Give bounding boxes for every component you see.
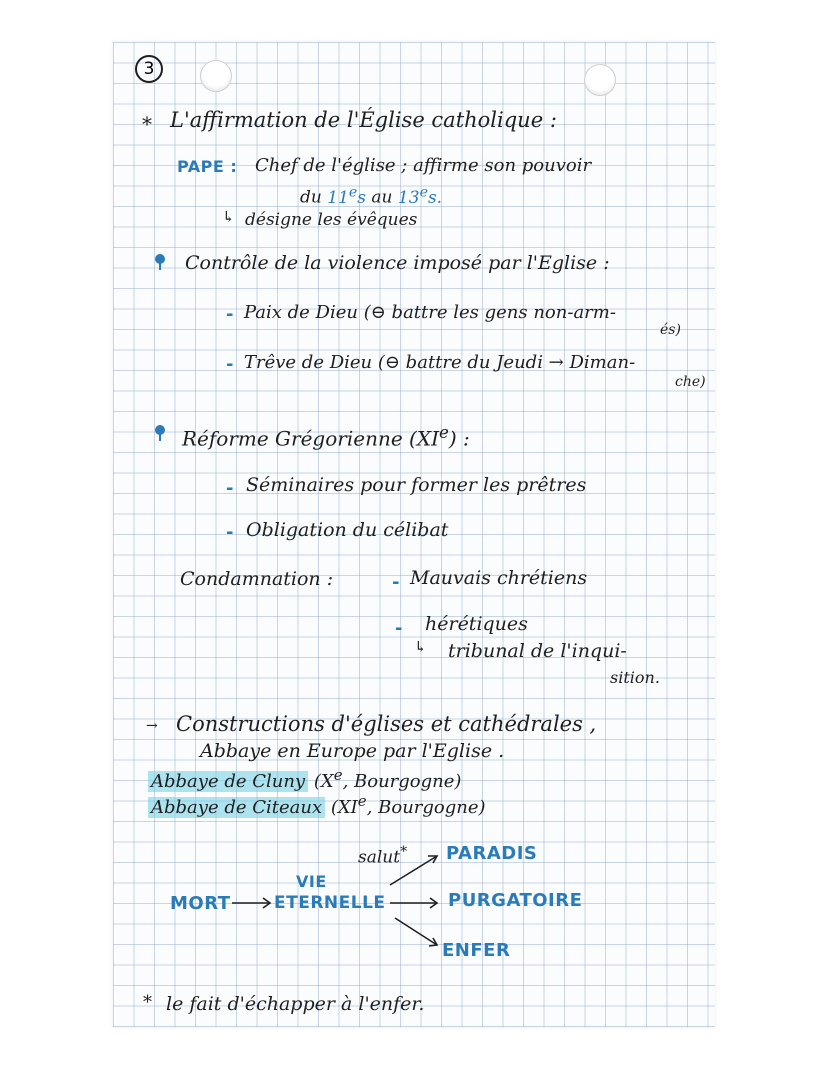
footnote-text: le fait d'échapper à l'enfer. [166, 993, 425, 1015]
pape-label: PAPE : [177, 157, 238, 176]
abbaye-citeaux: Abbaye de Citeaux (XIe, Bourgogne) [148, 792, 486, 818]
mort-label: MORT [170, 893, 231, 914]
reforme-item2: Obligation du célibat [246, 519, 449, 541]
vie-label: VIE [296, 872, 327, 891]
controle-item2-cont: che) [675, 374, 706, 390]
dash-bullet: - [395, 618, 403, 639]
purgatoire-label: PURGATOIRE [448, 890, 583, 911]
arrow-icon: ↳ [222, 208, 235, 226]
constructions-line1: Constructions d'églises et cathédrales , [176, 712, 597, 736]
controle-title: Contrôle de la violence imposé par l'Eglise : [185, 252, 610, 274]
abbaye-cluny: Abbaye de Cluny (Xe, Bourgogne) [148, 766, 461, 792]
page-number: 3 [135, 55, 163, 83]
condamnation-item2: hérétiques [425, 613, 528, 635]
pape-line1: Chef de l'église ; affirme son pouvoir [255, 155, 592, 176]
eternelle-label: ETERNELLE [274, 893, 386, 913]
enfer-label: ENFER [442, 940, 511, 961]
dash-bullet: - [226, 522, 234, 543]
reforme-title: Réforme Grégorienne (XIe) : [182, 423, 470, 451]
heading-title: L'affirmation de l'Église catholique : [170, 108, 557, 132]
heading-star: * [142, 112, 152, 136]
controle-item1-cont: és) [660, 322, 681, 338]
condamnation-item1: Mauvais chrétiens [410, 567, 588, 589]
dash-bullet: - [226, 304, 234, 325]
condamnation-item2-sub-cont: sition. [610, 668, 660, 687]
arrow-right-icon: → [146, 718, 158, 734]
condamnation-item2-sub: tribunal de l'inqui- [448, 640, 627, 662]
constructions-line2: Abbaye en Europe par l'Eglise . [200, 740, 505, 762]
condamnation-label: Condamnation : [180, 568, 334, 590]
dash-bullet: - [226, 478, 234, 499]
arrow-icon: ↳ [414, 638, 427, 656]
footnote-star: * [143, 992, 152, 1013]
pape-sub: désigne les évêques [245, 210, 418, 230]
controle-item1: Paix de Dieu (⊖ battre les gens non-arm- [244, 302, 616, 323]
pape-line2: du 11es au 13es. [300, 184, 443, 208]
dash-bullet: - [392, 572, 400, 593]
dash-bullet: - [226, 354, 234, 375]
paradis-label: PARADIS [446, 843, 538, 864]
salut-label: salut* [358, 844, 408, 868]
reforme-item1: Séminaires pour former les prêtres [246, 474, 587, 496]
controle-item2: Trêve de Dieu (⊖ battre du Jeudi → Diman- [244, 352, 636, 373]
